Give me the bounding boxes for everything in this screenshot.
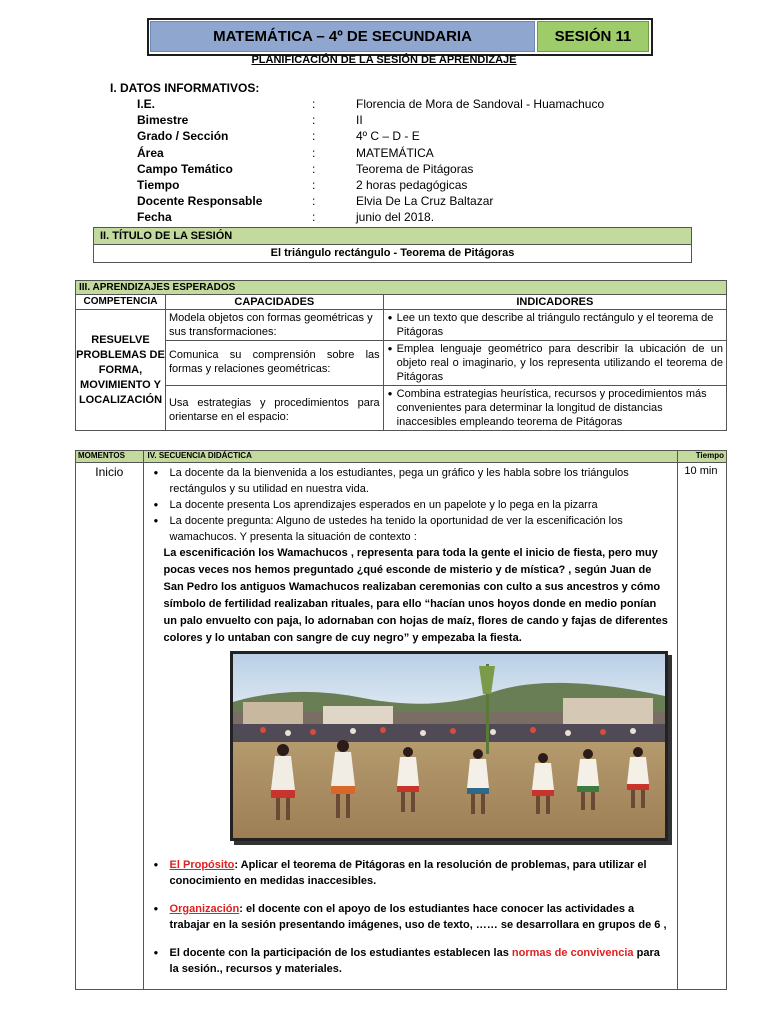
- list-item: ● La docente pregunta: Alguno de ustedes ha tenido la oportunidad de ver la escenificación los wamachucos. Y presenta la situación de contexto :: [150, 513, 672, 545]
- list-item: ● La docente da la bienvenida a los estudiantes, pega un gráfico y les habla sobre los triángulos rectángulos y su utilidad en nuestra vida.: [150, 465, 672, 497]
- inicio-bullets: [150, 465, 672, 545]
- session-title-heading: II. TÍTULO DE LA SESIÓN: [94, 228, 691, 245]
- section-datos-heading: I. DATOS INFORMATIVOS:: [110, 81, 260, 95]
- aprendizajes-heading: III. APRENDIZAJES ESPERADOS: [76, 281, 727, 295]
- capacidad-cell: Usa estrategias y procedimientos para orientarse en el espacio:: [165, 386, 383, 431]
- indicador-cell: ● Emplea lenguaje geométrico para describir la ubicación de un objeto real o imaginario, y los representa utilizando el teorema de Pitágoras: [383, 341, 726, 386]
- session-badge: SESIÓN 11: [537, 21, 649, 52]
- header-title: MATEMÁTICA – 4º DE SECUNDARIA: [150, 21, 535, 52]
- session-title-value: El triángulo rectángulo - Teorema de Pitágoras: [270, 247, 515, 259]
- festival-photo: [230, 651, 668, 841]
- col-capacidades: CAPACIDADES: [165, 295, 383, 310]
- capacidad-cell: Comunica su comprensión sobre las formas y relaciones geométricas:: [165, 341, 383, 386]
- info-row: Grado / Sección : 4º C – D - E: [137, 129, 420, 143]
- secuencia-content: [143, 463, 678, 990]
- capacidad-cell: Modela objetos con formas geométricas y sus transformaciones:: [165, 310, 383, 341]
- secuencia-table: [75, 450, 727, 990]
- momento-inicio: Inicio: [76, 463, 144, 990]
- organizacion-label: Organización: [169, 903, 240, 915]
- tiempo-cell: 10 min: [678, 463, 727, 990]
- closing-bullets: [150, 857, 672, 977]
- info-row: Bimestre : II: [137, 113, 363, 127]
- list-item: ● El docente con la participación de los estudiantes establecen las normas de convivencia para la sesión., recursos y materiales.: [150, 945, 672, 977]
- plan-title: PLANIFICACIÓN DE LA SESIÓN DE APRENDIZAJE: [251, 54, 517, 66]
- info-row: Área : MATEMÁTICA: [137, 146, 434, 160]
- context-story: La escenificación los Wamachucos , representa para toda la gente el inicio de fiesta, pero muy pocas veces nos hemos preguntado ¿qué esconde de misterio y de mística? , según Juan de San Pedro los antiguos Wamachucos realizaban ceremonias con culto a sus ancestros y cómo símbolo de fertilidad realizaban rituales, para ello “hacían unos hoyos donde en medio ponían un palo envuelto con paja, lo adornaban con hojas de maíz, flores de cando y fajas de diferentes colores y lo untaban con sangre de cuy negro” y empezaba la fiesta.: [163, 547, 668, 644]
- indicador-cell: ● Combina estrategias heurística, recursos y procedimientos más convenientes para determinar la longitud de distancias inaccesibles empleando teorema de Pitágoras: [383, 386, 726, 431]
- info-row: Fecha : junio del 2018.: [137, 210, 435, 224]
- info-row: I.E. : Florencia de Mora de Sandoval - Huamachuco: [137, 97, 605, 111]
- info-row: Docente Responsable : Elvia De La Cruz Baltazar: [137, 194, 494, 208]
- col-indicadores: INDICADORES: [383, 295, 726, 310]
- list-item: ● El Propósito: Aplicar el teorema de Pitágoras en la resolución de problemas, para utilizar el conocimiento en medidas inaccesibles.: [150, 857, 672, 889]
- normas-label: normas de convivencia: [511, 947, 634, 959]
- col-tiempo: Tiempo: [678, 451, 727, 463]
- col-secuencia: IV. SECUENCIA DIDÁCTICA: [143, 451, 678, 463]
- info-row: Campo Temático : Teorema de Pitágoras: [137, 162, 474, 176]
- competencia-cell: RESUELVE PROBLEMAS DE FORMA, MOVIMIENTO Y LOCALIZACIÓN: [76, 310, 166, 431]
- session-title-box: [93, 227, 692, 263]
- info-row: Tiempo : 2 horas pedagógicas: [137, 178, 468, 192]
- indicador-cell: ● Lee un texto que describe al triángulo rectángulo y el teorema de Pitágoras: [383, 310, 726, 341]
- col-momentos: MOMENTOS: [76, 451, 144, 463]
- list-item: ● Organización: el docente con el apoyo de los estudiantes hace conocer las actividades a trabajar en la sesión presentando imágenes, uso de texto, …… se desarrollara en grupos de 6 ,: [150, 901, 672, 933]
- dancers-photo-icon: [233, 654, 665, 838]
- list-item: ● La docente presenta Los aprendizajes esperados en un papelote y lo pega en la pizarra: [150, 497, 672, 513]
- proposito-label: El Propósito: [169, 859, 235, 871]
- aprendizajes-table: [75, 280, 727, 431]
- col-competencia: COMPETENCIA: [76, 295, 166, 310]
